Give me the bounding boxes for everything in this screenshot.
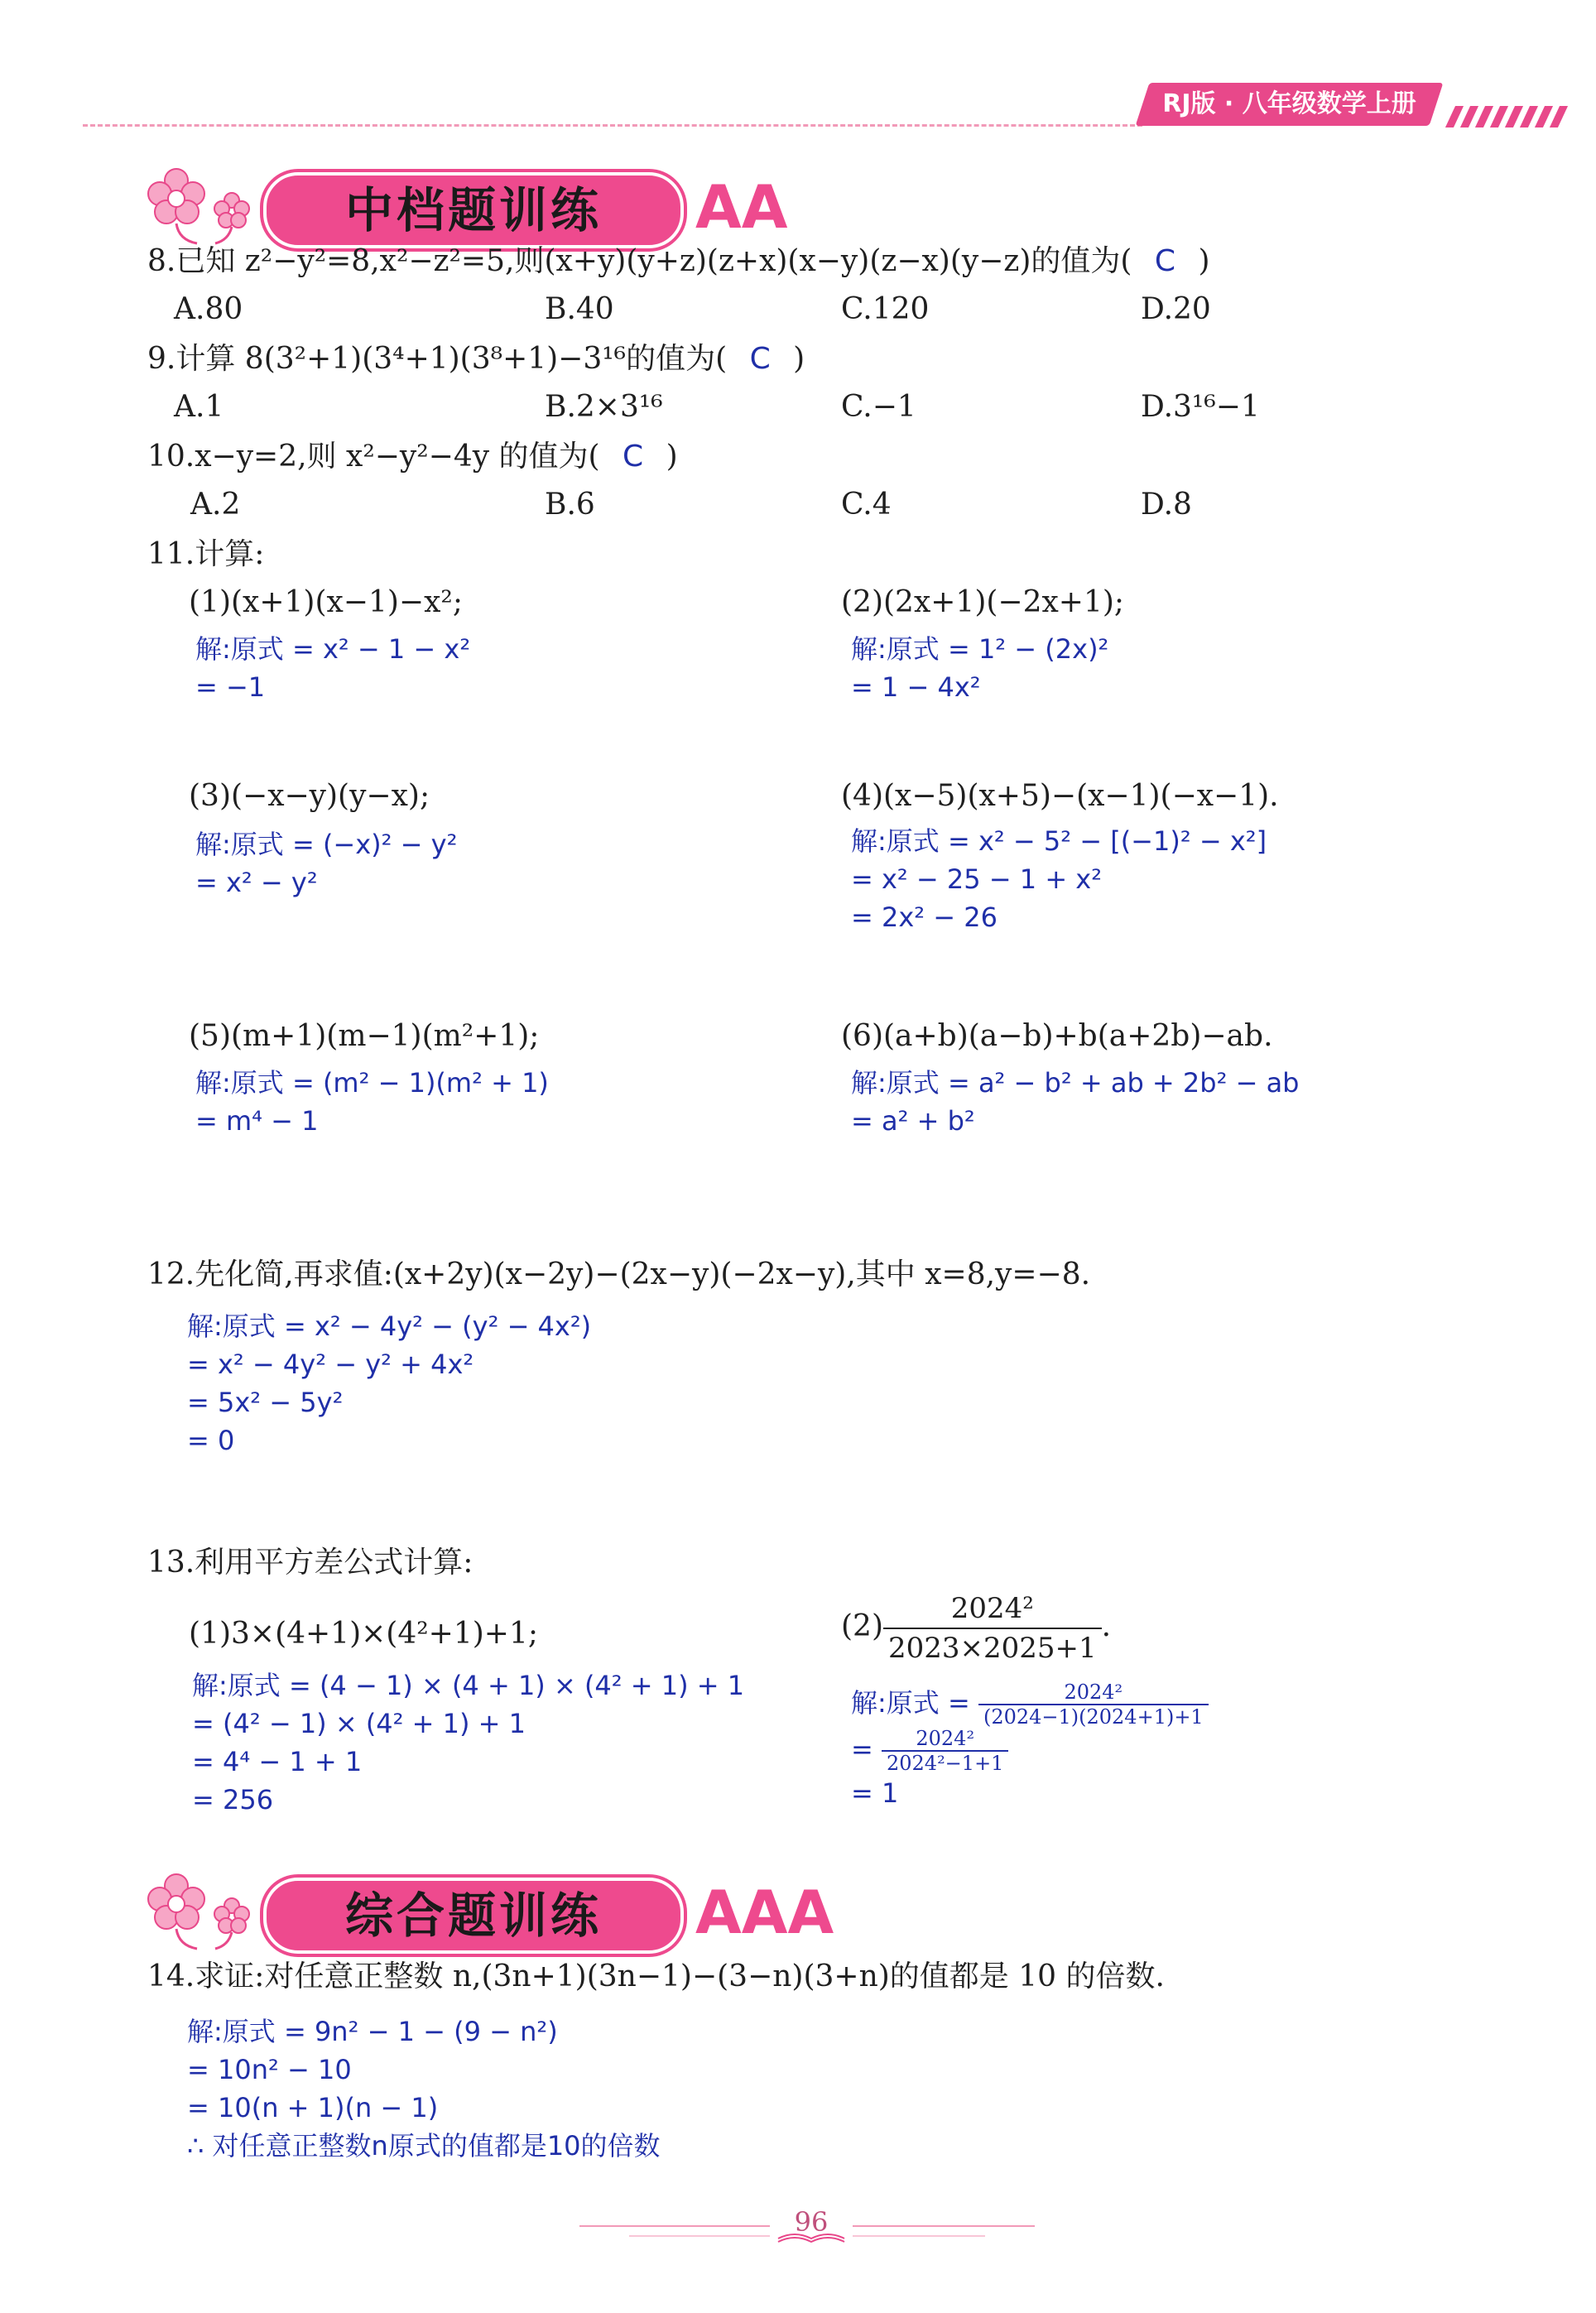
section-level: AAA	[695, 1878, 834, 1947]
option-d: D.20	[1141, 292, 1211, 326]
q11-part5-line: = m⁴ − 1	[195, 1105, 319, 1137]
option-a: A.2	[190, 488, 241, 522]
q11-part3-line: 解:原式 = (−x)² − y²	[195, 829, 458, 860]
q13-part2-line1	[851, 1681, 1209, 1729]
q13-part1-line: = 256	[192, 1784, 274, 1815]
footer-rule-right	[853, 2235, 985, 2237]
footer-rule-left	[629, 2235, 770, 2237]
header-badge	[1136, 83, 1444, 126]
section-level: AA	[695, 172, 788, 242]
q12-line: = 5x² − 5y²	[187, 1387, 344, 1418]
fraction-numerator: 2024²	[882, 1727, 1008, 1752]
fraction-denominator: 2023×2025+1	[888, 1632, 1097, 1665]
section-title: 中档题训练	[344, 182, 602, 238]
q13-part2-end: .	[1101, 1609, 1112, 1643]
q13-part1-line: = 4⁴ − 1 + 1	[192, 1746, 363, 1777]
question-close: )	[666, 440, 678, 474]
q11-part2-line: = 1 − 4x²	[851, 671, 981, 703]
section-title-pill	[263, 1878, 684, 1954]
question-stem: 10.x−y=2,则 x²−y²−4y 的值为(	[147, 440, 600, 474]
q11-part4-line: 解:原式 = x² − 5² − [(−1)² − x²]	[851, 825, 1267, 857]
q13-part2-line3: = 1	[851, 1777, 899, 1809]
section-title-pill	[263, 172, 684, 248]
question-close: )	[793, 342, 805, 376]
q12-line: = 0	[187, 1425, 235, 1456]
q11-part4-line: = 2x² − 26	[851, 902, 997, 933]
q13-part2-prompt	[841, 1589, 1111, 1667]
q11-part3-prompt: (3)(−x−y)(y−x);	[189, 779, 430, 813]
q11-part1-line: 解:原式 = x² − 1 − x²	[195, 633, 471, 665]
line-prefix: 解:原式 =	[851, 1687, 970, 1719]
q11-part4-line: = x² − 25 − 1 + x²	[851, 863, 1103, 895]
q11-part2-line: 解:原式 = 1² − (2x)²	[851, 633, 1109, 665]
answer-choice: C	[623, 440, 644, 474]
q11-part6-prompt: (6)(a+b)(a−b)+b(a+2b)−ab.	[841, 1019, 1273, 1053]
option-d: D.8	[1141, 488, 1192, 522]
option-b: B.2×3¹⁶	[545, 390, 663, 424]
q11-part1-prompt: (1)(x+1)(x−1)−x²;	[189, 585, 463, 619]
question-close: )	[1198, 244, 1210, 278]
q14-line: = 10(n + 1)(n − 1)	[187, 2092, 439, 2123]
answer-choice: C	[1154, 244, 1176, 278]
option-c: C.−1	[841, 390, 916, 424]
footer-rule-left	[579, 2225, 770, 2227]
q14-line: 解:原式 = 9n² − 1 − (9 − n²)	[187, 2016, 558, 2047]
q13-part2-label: (2)	[841, 1609, 883, 1643]
question-8	[147, 243, 1210, 280]
q13-part1-prompt: (1)3×(4+1)×(4²+1)+1;	[189, 1617, 538, 1651]
q11-part1-line: = −1	[195, 671, 266, 703]
section-title: 综合题训练	[344, 1887, 602, 1944]
answer-fraction	[882, 1727, 1008, 1775]
q13-part1-line: 解:原式 = (4 − 1) × (4 + 1) × (4² + 1) + 1	[192, 1670, 745, 1701]
option-a: A.80	[174, 292, 243, 326]
fraction-numerator: 2024²	[978, 1681, 1209, 1705]
q11-part6-line: = a² + b²	[851, 1105, 975, 1137]
question-stem: 8.已知 z²−y²=8,x²−z²=5,则(x+y)(y+z)(z+x)(x−y)(z−x)(y−z)的值为(	[147, 244, 1132, 278]
q13-part1-line: = (4² − 1) × (4² + 1) + 1	[192, 1708, 526, 1739]
question-14-stem: 14.求证:对任意正整数 n,(3n+1)(3n−1)−(3−n)(3+n)的值都是 10 的倍数.	[147, 1960, 1165, 1993]
header-badge-text: RJ版 · 八年级数学上册	[1162, 89, 1416, 118]
fraction-numerator: 2024²	[883, 1589, 1102, 1629]
question-stem: 9.计算 8(3²+1)(3⁴+1)(3⁸+1)−3¹⁶的值为(	[147, 342, 728, 376]
answer-choice: C	[749, 342, 771, 376]
q11-part5-line: 解:原式 = (m² − 1)(m² + 1)	[195, 1067, 549, 1099]
q14-line: = 10n² − 10	[187, 2054, 352, 2085]
footer-rule-right	[853, 2225, 1035, 2227]
option-b: B.40	[545, 292, 614, 326]
flower-icon	[139, 1863, 263, 1954]
q13-part2-fraction	[883, 1589, 1102, 1667]
option-c: C.4	[841, 488, 892, 522]
option-d: D.3¹⁶−1	[1141, 390, 1260, 424]
q11-part2-prompt: (2)(2x+1)(−2x+1);	[841, 585, 1125, 619]
page-number: 96	[794, 2206, 829, 2238]
line-prefix: =	[851, 1734, 873, 1765]
q11-part6-line: 解:原式 = a² − b² + ab + 2b² − ab	[851, 1067, 1300, 1099]
question-12-stem: 12.先化简,再求值:(x+2y)(x−2y)−(2x−y)(−2x−y),其中 x=8,y=−8.	[147, 1257, 1091, 1291]
q11-part4-prompt: (4)(x−5)(x+5)−(x−1)(−x−1).	[841, 779, 1279, 813]
option-c: C.120	[841, 292, 930, 326]
question-13-stem: 13.利用平方差公式计算:	[147, 1546, 474, 1580]
question-9	[147, 341, 805, 377]
header-dashed-rule	[83, 124, 1142, 127]
option-b: B.6	[545, 488, 595, 522]
q12-line: 解:原式 = x² − 4y² − (y² − 4x²)	[187, 1310, 592, 1342]
q11-part3-line: = x² − y²	[195, 867, 318, 898]
fraction-denominator: 2024²−1+1	[886, 1752, 1004, 1775]
option-a: A.1	[174, 390, 224, 424]
q13-part2-line2	[851, 1727, 1008, 1775]
fraction-denominator: (2024−1)(2024+1)+1	[983, 1705, 1204, 1729]
q14-line: ∴ 对任意正整数n原式的值都是10的倍数	[187, 2130, 661, 2162]
answer-fraction	[978, 1681, 1209, 1729]
flower-icon	[139, 157, 263, 248]
q11-part5-prompt: (5)(m+1)(m−1)(m²+1);	[189, 1019, 540, 1053]
header-stripe	[1550, 106, 1568, 127]
question-11-stem: 11.计算:	[147, 537, 265, 571]
q12-line: = x² − 4y² − y² + 4x²	[187, 1349, 474, 1380]
question-10	[147, 439, 678, 475]
